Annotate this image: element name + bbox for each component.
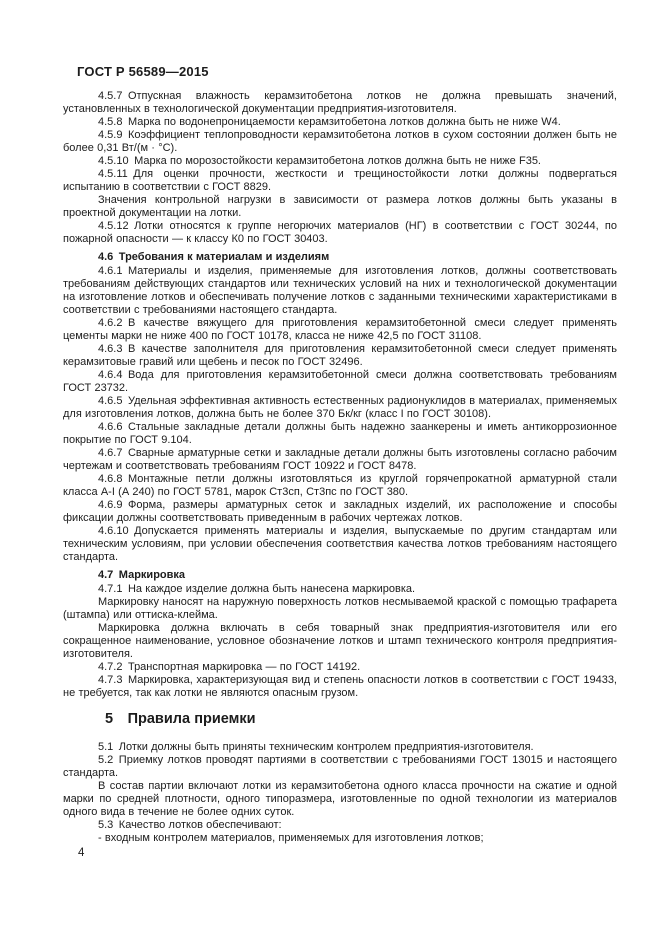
paragraph: 4.6.8 Монтажные петли должны изготовляться из круглой горячепрокатной арматурной стали класса A-I (А 240) по ГОСТ 5781, марок Ст3сп, Ст3пс по ГОСТ 380. [63,473,617,498]
paragraph: 4.6.10 Допускается применять материалы и изделия, выпускаемые по другим стандартам или техническим условиям, при условии обеспечения соответствия качества лотков требованиям настоящего стандарта. [63,525,617,563]
running-header: ГОСТ Р 56589—2015 [77,64,209,79]
paragraph: Маркировку наносят на наружную поверхность лотков несмываемой краской с помощью трафарета (штампа) или оттиска-клейма. [63,596,617,621]
document-content [63,90,617,845]
paragraph: - входным контролем материалов, применяемых для изготовления лотков; [98,832,484,844]
paragraph: 4.7.3 Маркировка, характеризующая вид и степень опасности лотков в соответствии с ГОСТ 19433, не требуется, так как лотки не являются опасным грузом. [63,674,617,699]
paragraph: Значения контрольной нагрузки в зависимости от размера лотков должны быть указаны в проектной документации на лотки. [63,194,617,219]
paragraph: 4.6.5 Удельная эффективная активность естественных радионуклидов в материалах, применяемых для изготовления лотков, должна быть не более 370 Бк/кг (класс I по ГОСТ 30108). [63,395,617,420]
paragraph: В состав партии включают лотки из керамзитобетона одного класса прочности на сжатие и одной марки по средней плотности, одного типоразмера, изготовленные по одной технологии из материалов одного вида в течение не более одних суток. [63,780,617,818]
paragraph: 4.6.3 В качестве заполнителя для приготовления керамзитобетонной смеси следует применять керамзитовые гравий или щебень и песок по ГОСТ 32496. [63,343,617,368]
paragraph: 5.1 Лотки должны быть приняты техническим контролем предприятия-изготовителя. [98,741,534,753]
paragraph: 4.6.7 Сварные арматурные сетки и закладные детали должны быть изготовлены согласно рабочим чертежам и соответствовать требованиям ГОСТ 10922 и ГОСТ 8478. [63,447,617,472]
paragraph: 4.6.2 В качестве вяжущего для приготовления керамзитобетонной смеси следует применять цементы марки не ниже 400 по ГОСТ 10178, класса не ниже 42,5 по ГОСТ 31108. [63,317,617,342]
paragraph: 4.6.1 Материалы и изделия, применяемые для изготовления лотков, должны соответствовать требованиям действующих стандартов или технических условий на них и технологической документации на изготовление лотков и обеспечивать получение лотков с заданными техническими характеристиками в соответствии с требованиями настоящего стандарта. [63,265,617,316]
clause-heading: 4.7 Маркировка [98,569,186,581]
paragraph: 4.5.10 Марка по морозостойкости керамзитобетона лотков должна быть не ниже F35. [98,155,541,167]
paragraph: 4.6.4 Вода для приготовления керамзитобетонной смеси должна соответствовать требованиям ГОСТ 23732. [63,369,617,394]
paragraph: 4.5.9 Коэффициент теплопроводности керамзитобетона лотков в сухом состоянии должен быть не более 0,31 Вт/(м · °С). [63,129,617,154]
clause-heading: 4.6 Требования к материалам и изделиям [98,251,330,263]
paragraph: 5.2 Приемку лотков проводят партиями в соответствии с требованиями ГОСТ 13015 и настоящего стандарта. [63,754,617,779]
paragraph: 5.3 Качество лотков обеспечивают: [98,819,282,831]
paragraph: 4.5.8 Марка по водонепроницаемости керамзитобетона лотков должна быть не ниже W4. [98,116,561,128]
paragraph: 4.7.2 Транспортная маркировка — по ГОСТ 14192. [98,661,361,673]
paragraph: 4.5.12 Лотки относятся к группе негорючих материалов (НГ) в соответствии с ГОСТ 30244, по пожарной опасности — к классу К0 по ГОСТ 30403. [63,220,617,245]
paragraph: Маркировка должна включать в себя товарный знак предприятия-изготовителя или его сокращенное наименование, условное обозначение лотков и штамп технического контроля предприятия-изготовителя. [63,622,617,660]
paragraph: 4.5.7 Отпускная влажность керамзитобетона лотков не должна превышать значений, установленных в технологической документации предприятия-изготовителя. [63,90,617,115]
paragraph: 4.7.1 На каждое изделие должна быть нанесена маркировка. [98,583,416,595]
page-number: 4 [78,847,85,859]
paragraph: 4.6.6 Стальные закладные детали должны быть надежно заанкерены и иметь антикоррозионное покрытие по ГОСТ 9.104. [63,421,617,446]
section-heading: 5 Правила приемки [105,711,256,727]
paragraph: 4.6.9 Форма, размеры арматурных сеток и закладных изделий, их расположение и способы фиксации должны соответствовать приведенным в рабочих чертежах лотков. [63,499,617,524]
paragraph: 4.5.11 Для оценки прочности, жесткости и трещиностойкости лотки должны подвергаться испытанию в соответствии с ГОСТ 8829. [63,168,617,193]
